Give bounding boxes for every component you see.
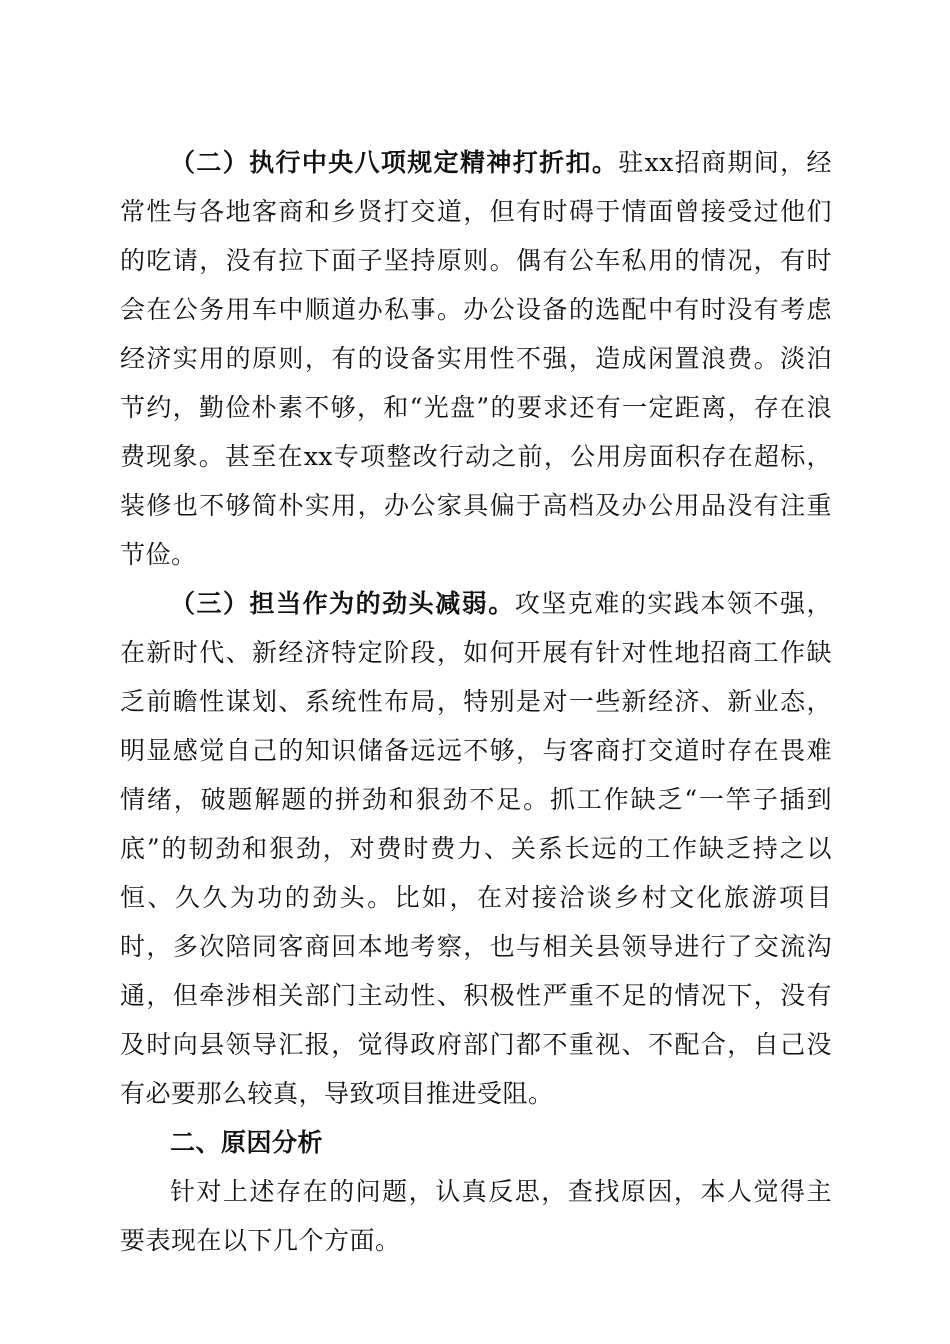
- document-page: [120, 138, 832, 1265]
- paragraph-heading: （三）担当作为的劲头减弱。: [170, 589, 515, 618]
- section-title: 二、原因分析: [170, 1128, 324, 1157]
- paragraph-closing: 针对上述存在的问题，认真反思，查找原因，本人觉得主要表现在以下几个方面。: [120, 1177, 832, 1255]
- paragraph-heading: （二）执行中央八项规定精神打折扣。: [170, 148, 619, 177]
- paragraph-responsibility: [120, 579, 832, 1118]
- paragraph-body: 驻xx招商期间，经常性与各地客商和乡贤打交道，但有时碍于情面曾接受过他们的吃请，没有拉下面子坚持原则。偶有公车私用的情况，有时会在公务用车中顺道办私事。办公设备的选配中有时没有考虑经济实用的原则，有的设备实用性不强，造成闲置浪费。淡泊节约，勤俭朴素不够，和“光盘”的要求还有一定距离，存在浪费现象。甚至在xx专项整改行动之前，公用房面积存在超标，装修也不够简朴实用，办公家具偏于高档及办公用品没有注重节俭。: [120, 148, 832, 569]
- paragraph-eight-rules: [120, 138, 832, 579]
- paragraph-body: 攻坚克难的实践本领不强，在新时代、新经济特定阶段，如何开展有针对性地招商工作缺乏前瞻性谋划、系统性布局，特别是对一些新经济、新业态，明显感觉自己的知识储备远远不够，与客商打交道时存在畏难情绪，破题解题的拼劲和狠劲不足。抓工作缺乏“一竿子插到底”的韧劲和狠劲，对费时费力、关系长远的工作缺乏持之以恒、久久为功的劲头。比如，在对接洽谈乡村文化旅游项目时，多次陪同客商回本地考察，也与相关县领导进行了交流沟通，但牵涉相关部门主动性、积极性严重不足的情况下，没有及时向县领导汇报，觉得政府部门都不重视、不配合，自己没有必要那么较真，导致项目推进受阻。: [120, 589, 832, 1108]
